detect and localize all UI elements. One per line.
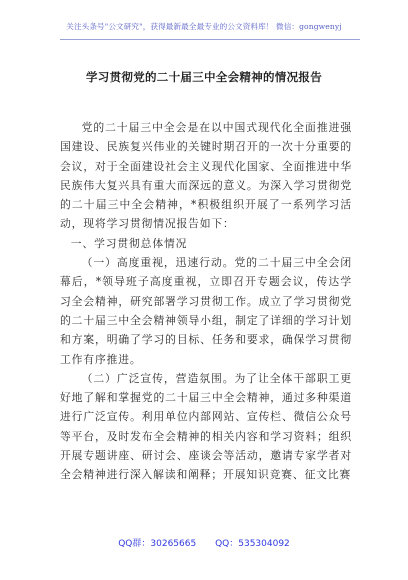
qq-group-number: QQ群：30265665 (118, 539, 197, 549)
body-paragraph: （二）广泛宣传，营造氛围。为了让全体干部职工更好地了解和掌握党的二十届三中全会精神，通过多种渠道进行广泛宣传。利用单位内部网站、宣传栏、微信公众号等平台，及时发布全会精神的相关内容和学习资料；组织开展专题讲座、研讨会、座谈会等活动，邀请专家学者对全会精神进行深入解读和阐释；开展知识竞赛、征文比赛 (60, 371, 352, 482)
section-heading: 一、学习贯彻总体情况 (70, 236, 188, 250)
intro-paragraph: 党的二十届三中全会是在以中国式现代化全面推进强国建设、民族复兴伟业的关键时期召开的一次十分重要的会议，对于全面建设社会主义现代化国家、全面推进中华民族伟大复兴具有重大而深远的意义。为深入学习贯彻党的二十届三中全会精神，*积极组织开展了一系列学习活动，现将学习贯彻情况报告如下： (60, 121, 352, 231)
qq-number: QQ：535304092 (215, 539, 290, 549)
document-title: 学习贯彻党的二十届三中全会精神的情况报告 (86, 70, 322, 84)
header-note: 关注头条号"公文研究"，获得最新最全最专业的公文资料库！ 微信：gongwenyj (66, 22, 342, 31)
footer-contact (0, 536, 408, 549)
body-paragraph: （一）高度重视，迅速行动。党的二十届三中全会闭幕后，*领导班子高度重视，立即召开专题会议，传达学习全会精神，研究部署学习贯彻工作。成立了学习贯彻党的二十届三中全会精神领导小组，制定了详细的学习计划和方案，明确了学习的目标、任务和要求，确保学习贯彻工作有序推进。 (60, 256, 352, 366)
document-body (60, 118, 352, 485)
header-divider (60, 39, 360, 40)
